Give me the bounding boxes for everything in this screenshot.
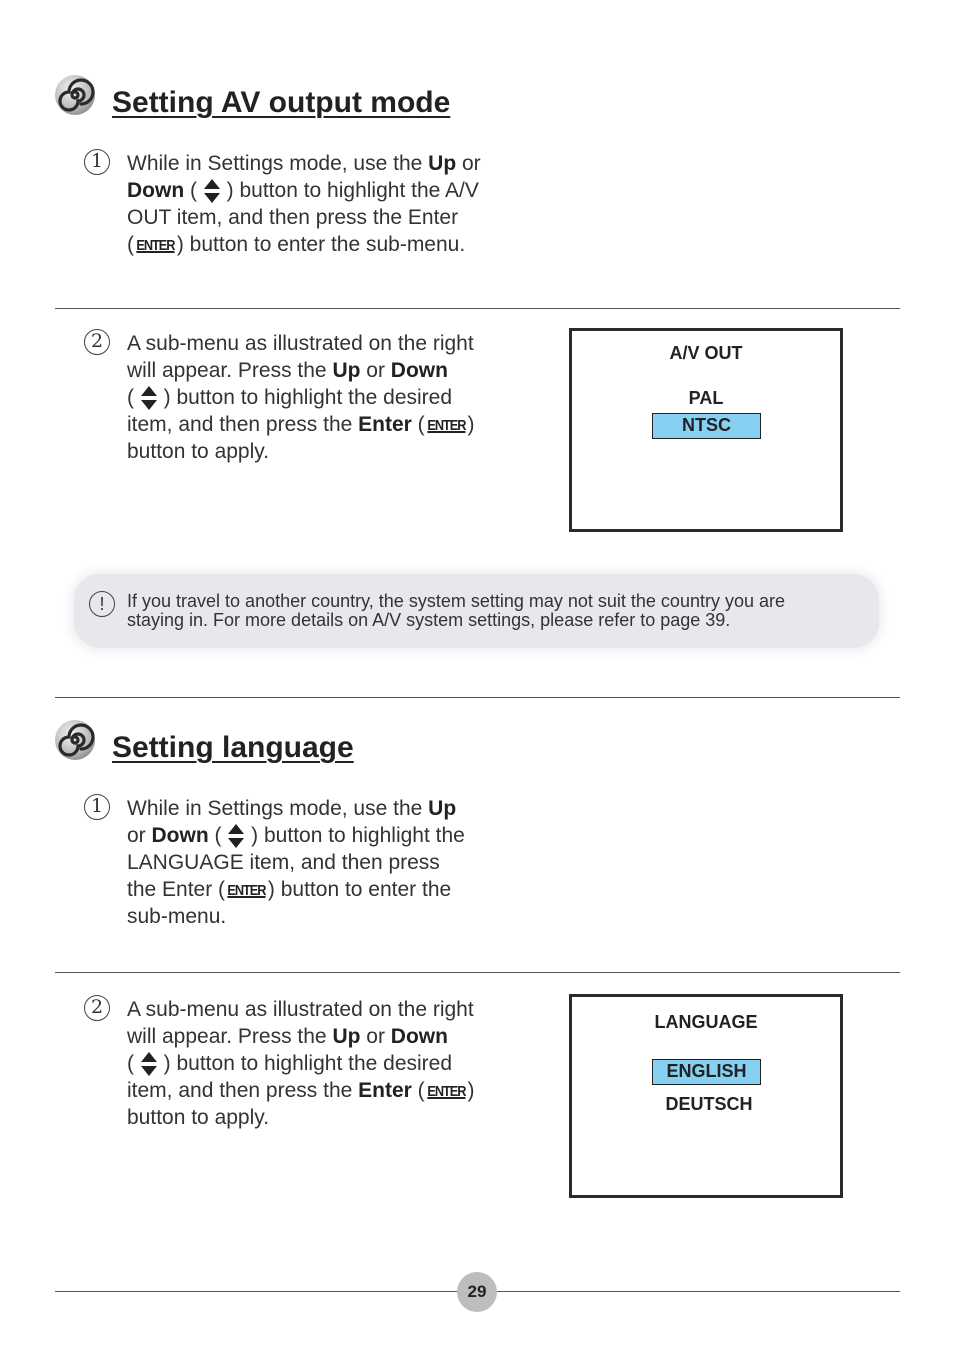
up-down-arrow-icon (140, 385, 158, 411)
swirl-icon (54, 74, 96, 116)
divider (55, 972, 900, 973)
enter-key-icon: ENTER (427, 417, 466, 434)
menu-option-english-highlighted: ENGLISH (652, 1059, 761, 1085)
menu-option-deutsch: DEUTSCH (665, 1094, 753, 1114)
exclamation-icon: ! (89, 591, 115, 617)
step-number: 1 (84, 149, 110, 175)
page-number: 29 (457, 1272, 497, 1312)
divider (55, 697, 900, 698)
note-text: If you travel to another country, the system setting may not suit the country you are staying in. For more details on A/V system settings, please refer to page 39. (127, 591, 785, 630)
up-down-arrow-icon (140, 1051, 158, 1077)
section-title-av-output: Setting AV output mode (112, 86, 451, 119)
section-title-language: Setting language (112, 731, 354, 764)
menu-option-pal: PAL (688, 388, 724, 408)
step-instructions: While in Settings mode, use the Up or Down ( ) button to highlight the LANGUAGE item, and then press the Enter ( ENTER ) button to enter the sub-menu. (127, 797, 465, 928)
enter-key-icon: ENTER (227, 882, 266, 899)
up-down-arrow-icon (227, 823, 245, 849)
step-instructions: A sub-menu as illustrated on the right will appear. Press the Up or Down ( ) button to highlight the desired item, and then press the Enter ( ENTER ) button to apply. (127, 998, 475, 1129)
menu-title: A/V OUT (669, 343, 743, 363)
divider (55, 308, 900, 309)
step-instructions: While in Settings mode, use the Up or Down ( ) button to highlight the A/V OUT item, and then press the Enter ( ENTER ) button to enter the sub-menu. (127, 150, 481, 258)
enter-key-icon: ENTER (136, 237, 175, 254)
step-number: 1 (84, 794, 110, 820)
menu-title: LANGUAGE (654, 1012, 758, 1032)
av-out-menu-illustration (569, 328, 843, 532)
up-down-arrow-icon (203, 178, 221, 204)
swirl-icon (54, 719, 96, 761)
step-instructions: A sub-menu as illustrated on the right will appear. Press the Up or Down ( ) button to highlight the desired item, and then press the Enter ( ENTER ) button to apply. (127, 332, 475, 463)
enter-key-icon: ENTER (427, 1083, 466, 1100)
language-menu-illustration (569, 994, 843, 1198)
step-number: 2 (84, 329, 110, 355)
step-number: 2 (84, 995, 110, 1021)
menu-option-ntsc-highlighted: NTSC (652, 413, 761, 439)
